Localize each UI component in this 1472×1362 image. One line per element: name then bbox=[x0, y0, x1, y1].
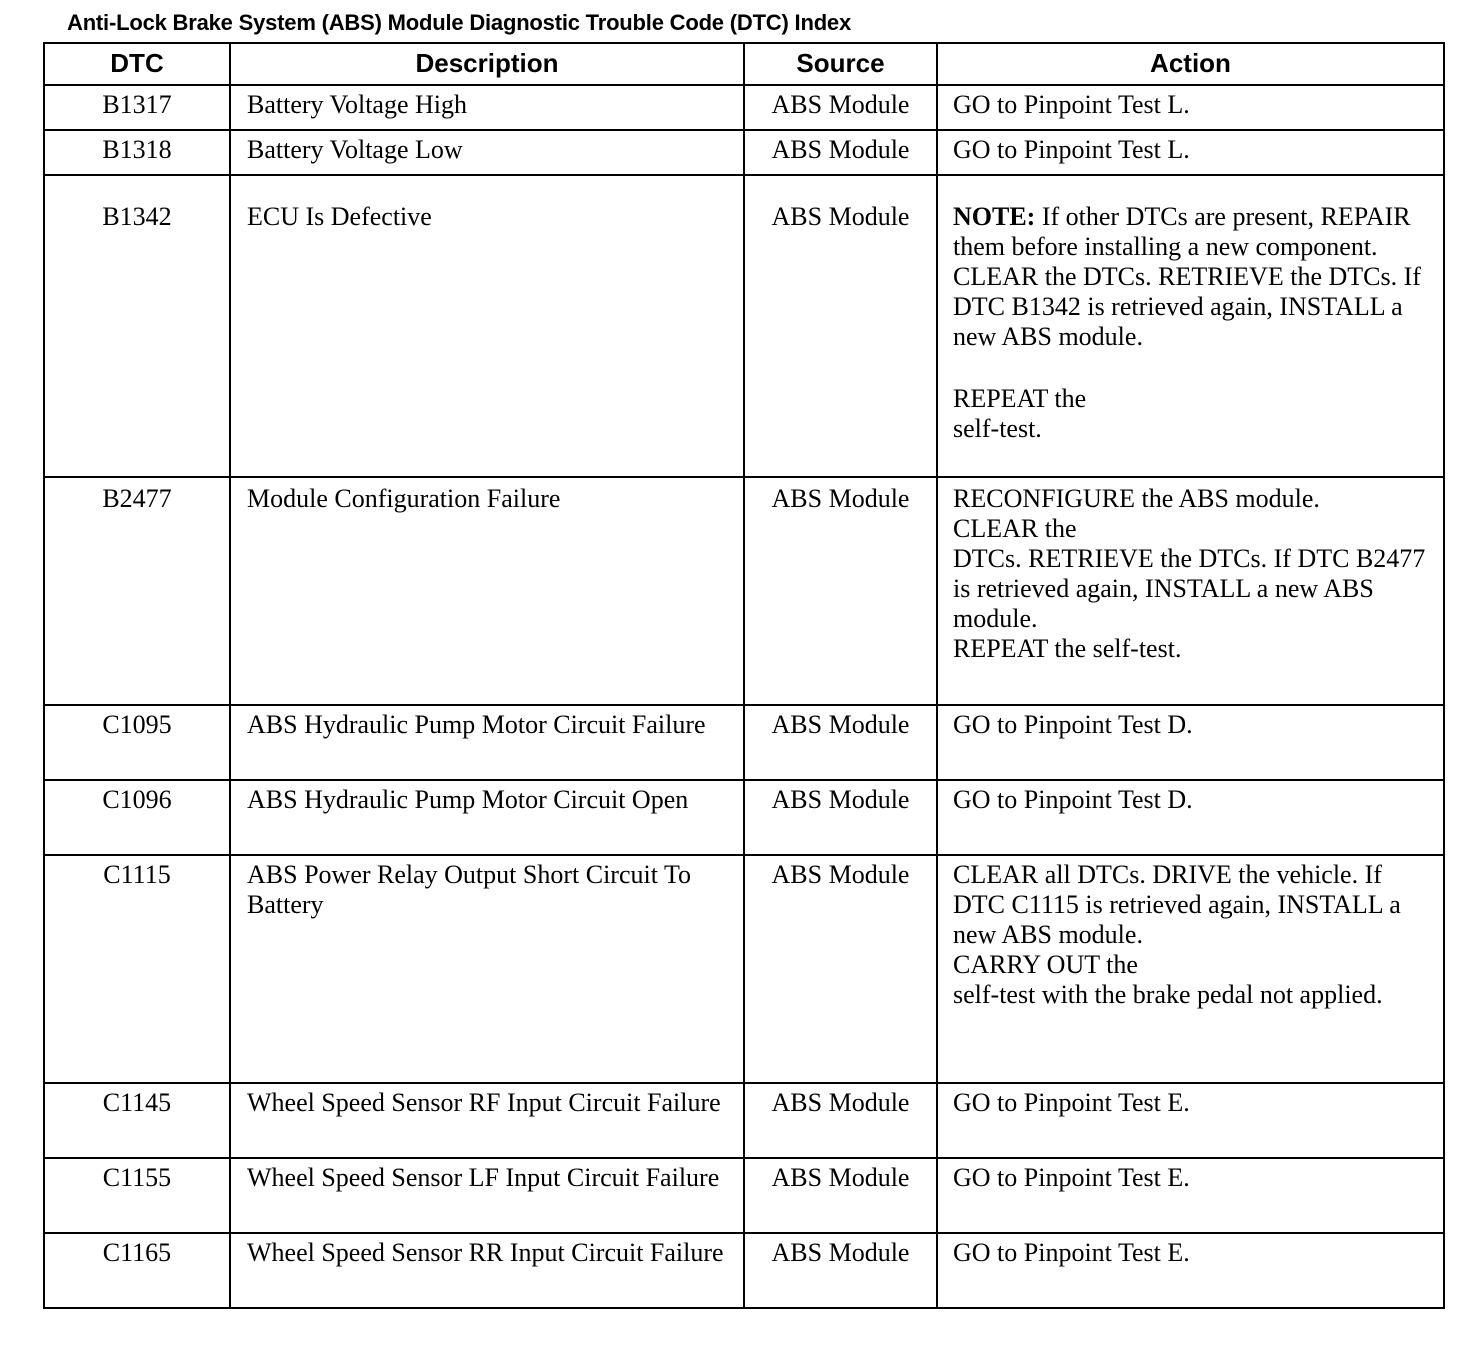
action-line: REPEAT the bbox=[953, 384, 1087, 413]
action-line: REPEAT the self-test. bbox=[953, 634, 1182, 663]
dtc-source: ABS Module bbox=[744, 1083, 937, 1158]
action-line: CLEAR all DTCs. DRIVE the vehicle. If DTC C1115 is retrieved again, INSTALL a new ABS module. bbox=[953, 860, 1401, 949]
table-row bbox=[44, 855, 1444, 1083]
dtc-action bbox=[937, 855, 1444, 1083]
column-header-dtc: DTC bbox=[44, 43, 230, 85]
table-row bbox=[44, 175, 1444, 477]
table-row bbox=[44, 780, 1444, 855]
dtc-source: ABS Module bbox=[744, 1233, 937, 1308]
dtc-action bbox=[937, 1233, 1444, 1308]
dtc-description: Module Configuration Failure bbox=[230, 477, 744, 705]
dtc-code: B1317 bbox=[44, 85, 230, 130]
dtc-code: C1165 bbox=[44, 1233, 230, 1308]
table-header-row bbox=[44, 43, 1444, 85]
table-row bbox=[44, 1083, 1444, 1158]
dtc-source: ABS Module bbox=[744, 705, 937, 780]
dtc-action bbox=[937, 477, 1444, 705]
table-row bbox=[44, 705, 1444, 780]
action-line: GO to Pinpoint Test D. bbox=[953, 710, 1193, 739]
dtc-source: ABS Module bbox=[744, 780, 937, 855]
action-line: GO to Pinpoint Test E. bbox=[953, 1088, 1190, 1117]
dtc-code: B1318 bbox=[44, 130, 230, 175]
dtc-table bbox=[43, 42, 1445, 1309]
dtc-source: ABS Module bbox=[744, 477, 937, 705]
dtc-action bbox=[937, 1083, 1444, 1158]
note-text: If other DTCs are present, REPAIR them before installing a new component. bbox=[953, 202, 1411, 261]
dtc-action bbox=[937, 780, 1444, 855]
action-line: CLEAR the bbox=[953, 514, 1077, 543]
dtc-code: B1342 bbox=[44, 175, 230, 477]
action-line: CLEAR the DTCs. RETRIEVE the DTCs. If DTC B1342 is retrieved again, INSTALL a new ABS module. bbox=[953, 262, 1421, 351]
action-line: GO to Pinpoint Test L. bbox=[953, 135, 1190, 164]
dtc-description: ABS Power Relay Output Short Circuit To Battery bbox=[230, 855, 744, 1083]
dtc-action bbox=[937, 175, 1444, 477]
table-row bbox=[44, 1233, 1444, 1308]
dtc-source: ABS Module bbox=[744, 130, 937, 175]
table-row bbox=[44, 1158, 1444, 1233]
dtc-action bbox=[937, 130, 1444, 175]
table-row bbox=[44, 477, 1444, 705]
dtc-code: C1155 bbox=[44, 1158, 230, 1233]
action-line: CARRY OUT the bbox=[953, 950, 1138, 979]
dtc-source: ABS Module bbox=[744, 175, 937, 477]
dtc-description: ABS Hydraulic Pump Motor Circuit Failure bbox=[230, 705, 744, 780]
note-label: NOTE: bbox=[953, 202, 1036, 231]
column-header-description: Description bbox=[230, 43, 744, 85]
dtc-source: ABS Module bbox=[744, 85, 937, 130]
dtc-description: Battery Voltage Low bbox=[230, 130, 744, 175]
action-line: GO to Pinpoint Test D. bbox=[953, 785, 1193, 814]
action-line: GO to Pinpoint Test E. bbox=[953, 1238, 1190, 1267]
dtc-description: Battery Voltage High bbox=[230, 85, 744, 130]
action-line: GO to Pinpoint Test E. bbox=[953, 1163, 1190, 1192]
table-row bbox=[44, 85, 1444, 130]
dtc-description: Wheel Speed Sensor LF Input Circuit Failure bbox=[230, 1158, 744, 1233]
dtc-description: Wheel Speed Sensor RF Input Circuit Failure bbox=[230, 1083, 744, 1158]
dtc-code: C1096 bbox=[44, 780, 230, 855]
dtc-source: ABS Module bbox=[744, 1158, 937, 1233]
action-line: self-test with the brake pedal not applied. bbox=[953, 980, 1383, 1009]
dtc-source: ABS Module bbox=[744, 855, 937, 1083]
action-line: RECONFIGURE the ABS module. bbox=[953, 484, 1320, 513]
action-line: DTCs. RETRIEVE the DTCs. If DTC B2477 is retrieved again, INSTALL a new ABS module. bbox=[953, 544, 1426, 633]
table-row bbox=[44, 130, 1444, 175]
dtc-action bbox=[937, 705, 1444, 780]
column-header-source: Source bbox=[744, 43, 937, 85]
column-header-action: Action bbox=[937, 43, 1444, 85]
dtc-action bbox=[937, 1158, 1444, 1233]
dtc-description: ABS Hydraulic Pump Motor Circuit Open bbox=[230, 780, 744, 855]
dtc-description: Wheel Speed Sensor RR Input Circuit Failure bbox=[230, 1233, 744, 1308]
action-line: GO to Pinpoint Test L. bbox=[953, 90, 1190, 119]
dtc-action bbox=[937, 85, 1444, 130]
dtc-code: B2477 bbox=[44, 477, 230, 705]
dtc-code: C1115 bbox=[44, 855, 230, 1083]
dtc-code: C1095 bbox=[44, 705, 230, 780]
action-note bbox=[953, 202, 1437, 262]
dtc-code: C1145 bbox=[44, 1083, 230, 1158]
document-title: Anti-Lock Brake System (ABS) Module Diagnostic Trouble Code (DTC) Index bbox=[67, 10, 851, 35]
action-line: self-test. bbox=[953, 414, 1042, 443]
dtc-description: ECU Is Defective bbox=[230, 175, 744, 477]
